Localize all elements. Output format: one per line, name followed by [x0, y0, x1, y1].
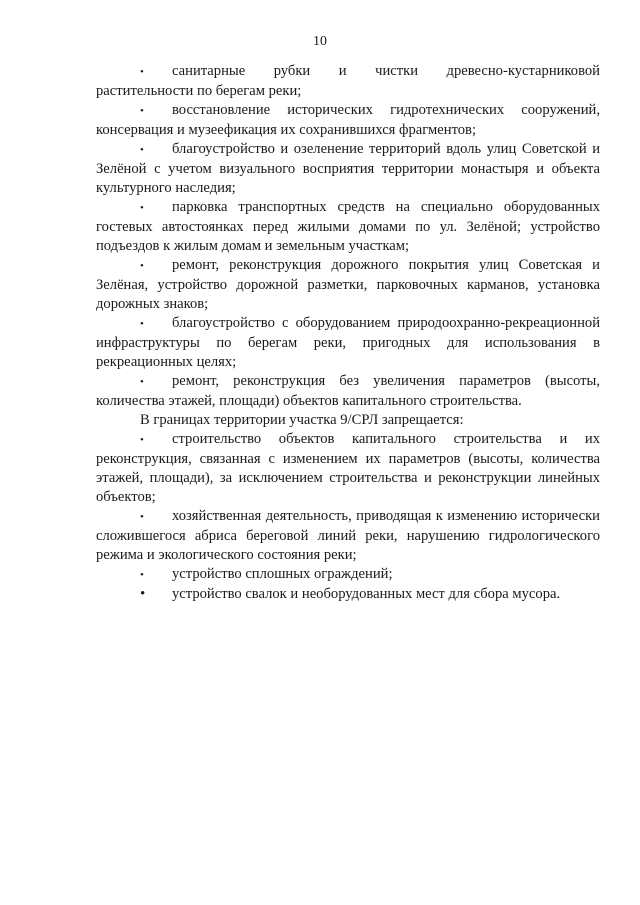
list-item: [96, 565, 600, 585]
list-item-text: устройство сплошных ограждений;: [172, 566, 393, 582]
list-item-text: парковка транспортных средств на специально оборудованных гостевых автостоянках перед жилыми домами по ул. Зелёной; устройство подъездов к жилым домам и земельным участкам;: [96, 199, 600, 254]
document-body: [96, 62, 600, 604]
page-number: 10: [313, 34, 327, 49]
list-item-text: благоустройство и озеленение территорий вдоль улиц Советской и Зелёной с учетом визуального восприятия территории монастыря и объекта культурного наследия;: [96, 141, 600, 196]
bullet-icon: •: [140, 66, 144, 78]
list-item: [96, 372, 600, 411]
bullet-icon: •: [140, 144, 144, 156]
list-item: [96, 198, 600, 256]
list-item-text: устройство свалок и необорудованных мест для сбора мусора.: [172, 586, 561, 602]
list-item: [96, 507, 600, 565]
list-item-text: строительство объектов капитального строительства и их реконструкция, связанная с изменением их параметров (высоты, количества этажей, площади), за исключением строительства и реконструкции линейных объектов;: [96, 431, 600, 505]
bullet-icon: •: [140, 569, 144, 581]
list-item-text: хозяйственная деятельность, приводящая к изменению исторически сложившегося абриса береговой линий реки, нарушению гидрологического режима и экологического состояния реки;: [96, 508, 600, 563]
list-item: [96, 62, 600, 101]
bullet-icon: •: [140, 202, 144, 214]
bullet-icon: •: [140, 105, 144, 117]
list-item-text: восстановление исторических гидротехнических сооружений, консервация и музеефикация их сохранившихся фрагментов;: [96, 102, 600, 138]
list-item: [96, 140, 600, 198]
list-item: [96, 256, 600, 314]
list-item: [96, 430, 600, 507]
bullet-icon: •: [140, 376, 144, 388]
bullet-icon: •: [140, 260, 144, 272]
list-item: [96, 314, 600, 372]
bullet-icon: •: [140, 586, 146, 602]
list-item-text: благоустройство с оборудованием природоохранно-рекреационной инфраструктуры по берегам реки, пригодных для использования в рекреационных целях;: [96, 315, 600, 370]
bullet-icon: •: [140, 434, 144, 446]
list-item: [96, 101, 600, 140]
list-item-text: санитарные рубки и чистки древесно-кустарниковой растительности по берегам реки;: [96, 63, 600, 99]
list-item: [96, 585, 600, 604]
bullet-icon: •: [140, 318, 144, 330]
list-item-text: ремонт, реконструкция дорожного покрытия улиц Советская и Зелёная, устройство дорожной разметки, парковочных карманов, установка дорожных знаков;: [96, 257, 600, 312]
list-item-text: ремонт, реконструкция без увеличения параметров (высоты, количества этажей, площади) объектов капитального строительства.: [96, 373, 600, 409]
bullet-icon: •: [140, 511, 144, 523]
prohibited-heading: В границах территории участка 9/СРЛ запрещается:: [140, 412, 464, 428]
